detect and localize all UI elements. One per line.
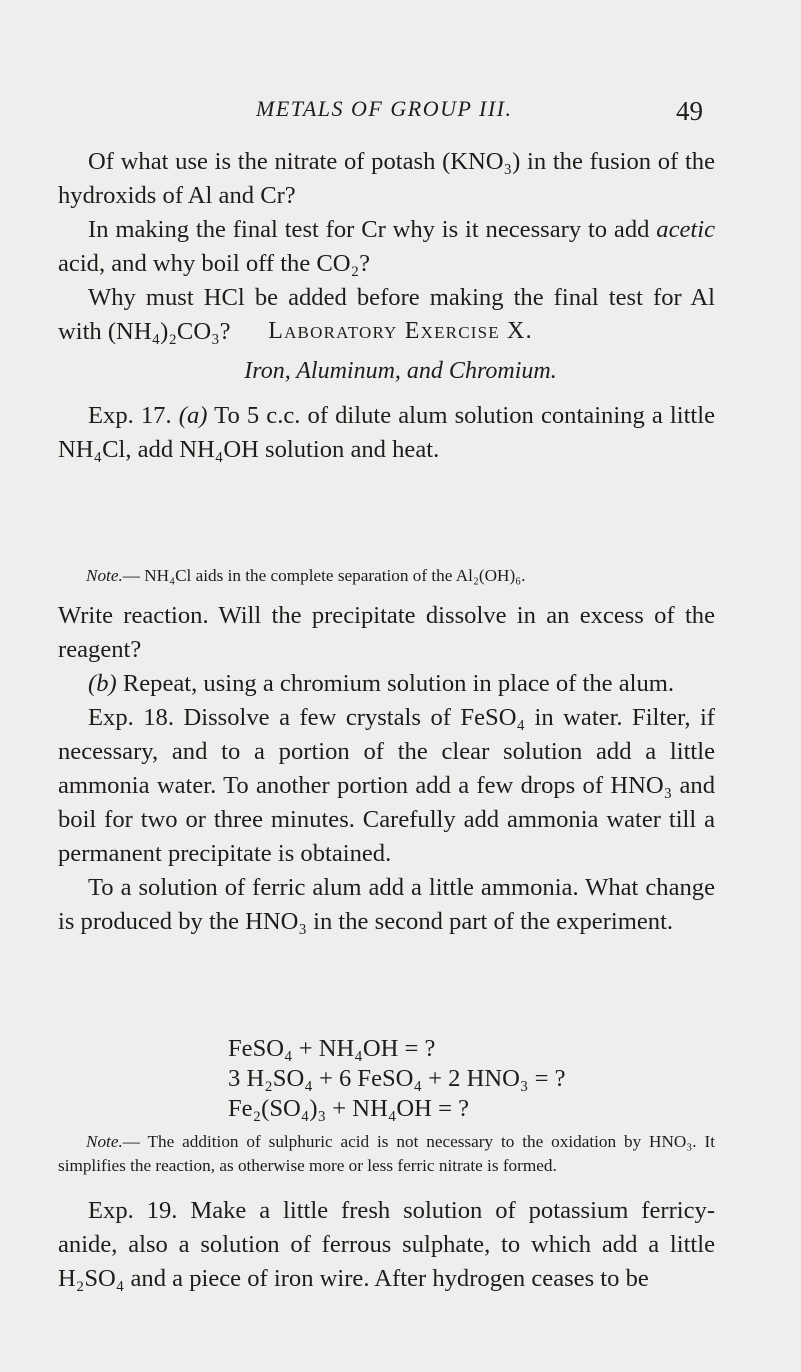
exp17-note-text: — NH₄Cl aids in the complete separation of the Al₂(OH)₆. xyxy=(122,566,526,585)
question-hcl-aluminum: Why must HCl be added before making the final test for Al with (NH₄)₂CO₃? xyxy=(58,284,715,345)
exp18-equations xyxy=(228,1034,566,1124)
exp17-part-b-text: Repeat, using a chromium solution in place of the alum. xyxy=(122,670,675,697)
exp17-label: Exp. 17. xyxy=(88,402,172,429)
exp17-paragraph xyxy=(58,399,715,467)
exp17-part-b xyxy=(58,667,715,701)
exp18-paragraph-2: To a solution of ferric alum add a little ammonia. What change is produced by the HNO₃ in the second part of the experiment. xyxy=(58,874,715,935)
exp17-part-a-marker: (a) xyxy=(178,402,208,429)
exp17-part-a-text: To 5 c.c. of dilute alum solution containing a little NH₄Cl, add NH₄OH solution and heat. xyxy=(58,402,715,463)
equation-1: FeSO₄ + NH₄OH = ? xyxy=(228,1035,436,1062)
question-chromium-test-end: acid, and why boil off the CO₂? xyxy=(58,250,371,277)
exp18-note-label: Note. xyxy=(86,1132,123,1151)
exercise-subheading: Iron, Aluminum, and Chromium. xyxy=(244,358,557,384)
question-chromium-test-italic: acetic xyxy=(656,216,715,243)
exp17-part-b-marker: (b) xyxy=(88,670,117,697)
exp17-write-reaction: Write reaction. Will the precipitate dissolve in an excess of the reagent? xyxy=(58,602,715,663)
exp19-paragraph xyxy=(58,1194,715,1296)
exp17-note-label: Note. xyxy=(86,566,123,585)
experiment-17-part-a xyxy=(58,399,715,467)
exp18-label: Exp. 18. xyxy=(88,704,174,731)
exp18-note-text: — The addition of sulphuric acid is not necessary to the oxidation by HNO₃. It simplifies the reaction, as otherwise more or less ferric nitrate is formed. xyxy=(58,1132,715,1175)
exp19-text: Make a little fresh solution of potassium ferricy- anide, also a solution of ferrous sulphate, to which add a little H₂SO₄ and a piece of iron wire. After hydrogen ceases to be xyxy=(58,1197,716,1292)
question-chromium-test xyxy=(58,213,715,281)
experiment-18 xyxy=(58,701,715,939)
running-title: METALS OF GROUP III. xyxy=(256,96,513,121)
equation-2: 3 H₂SO₄ + 6 FeSO₄ + 2 HNO₃ = ? xyxy=(228,1065,566,1092)
question-potash-nitrate: Of what use is the nitrate of potash (KNO₃) in the fusion of the hydroxids of Al and Cr? xyxy=(58,148,715,209)
experiment-17-continued xyxy=(58,599,715,701)
equation-3: Fe₂(SO₄)₃ + NH₄OH = ? xyxy=(228,1095,470,1122)
question-chromium-test-start: In making the final test for Cr why is it necessary to add xyxy=(88,216,650,243)
exp18-note xyxy=(58,1130,715,1178)
exp17-note xyxy=(58,564,715,588)
exp18-paragraph xyxy=(58,701,715,871)
exp18-text: Dissolve a few crystals of FeSO₄ in water. Filter, if necessary, and to a portion of the clear solution add a little ammonia water. To another portion add a few drops of HNO₃ and boil for two or three minutes. Carefully add ammonia water till a permanent precipitate is obtained. xyxy=(58,704,716,867)
experiment-19 xyxy=(58,1194,715,1296)
page-number: 49 xyxy=(676,96,703,126)
exercise-heading: Laboratory Exercise X. xyxy=(268,318,533,344)
exp19-label: Exp. 19. xyxy=(88,1197,178,1224)
running-head xyxy=(0,96,801,136)
